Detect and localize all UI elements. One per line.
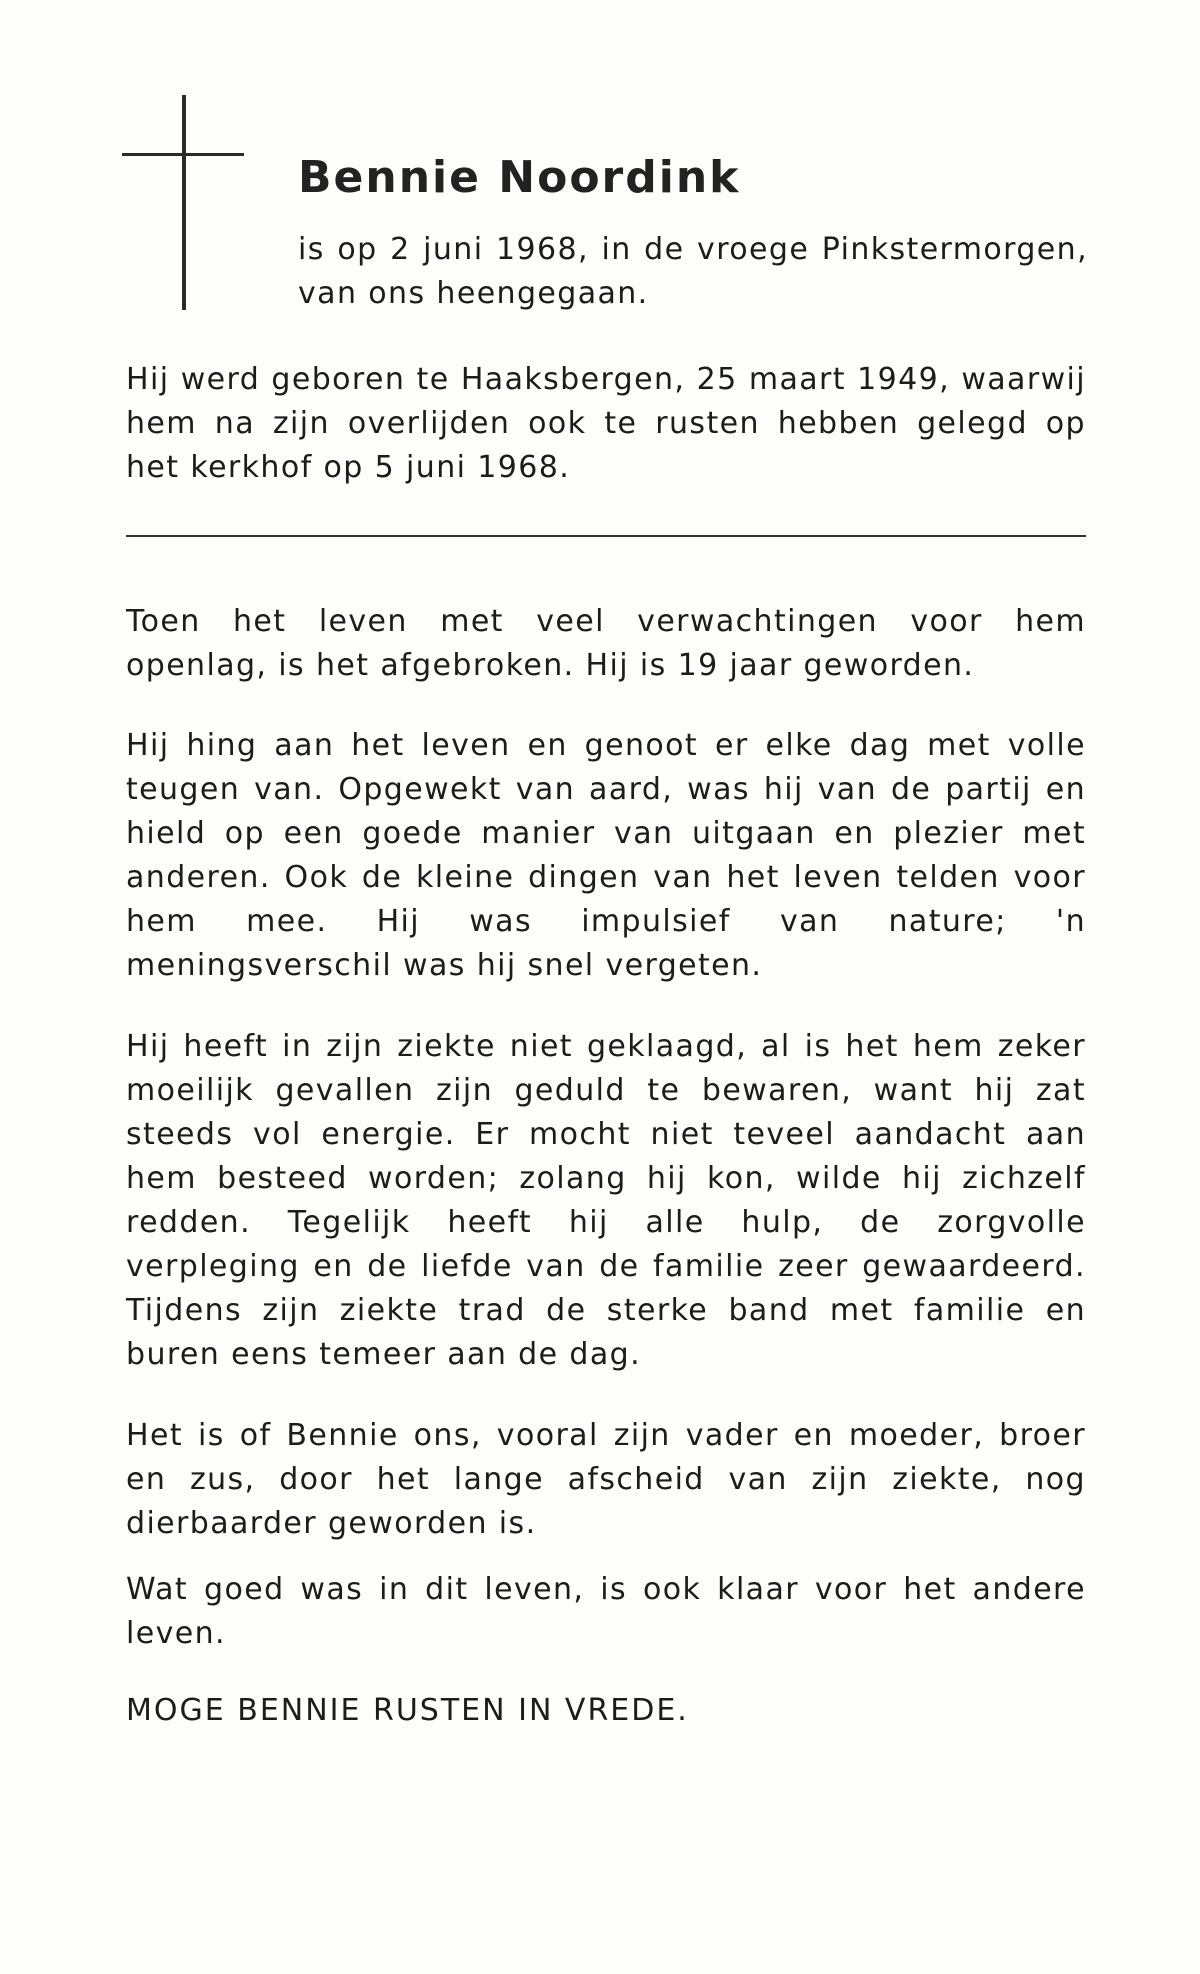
- cross-icon-vertical: [182, 95, 186, 310]
- birth-burial-text: Hij werd geboren te Haaksbergen, 25 maart 1949, waarwij hem na zijn overlijden ook te rusten hebben gelegd op het kerkhof op 5 juni 1968.: [126, 362, 1086, 485]
- paragraph-2: Hij hing aan het leven en genoot er elke dag met volle teugen van. Opgewekt van aard, was hij van de partij en hield op een goede manier van uitgaan en plezier met anderen. Ook de kleine dingen van het leven telden voor hem mee. Hij was impulsief van nature; 'n meningsverschil was hij snel vergeten.: [126, 728, 1086, 983]
- divider-line: [126, 535, 1086, 537]
- closing-prayer: MOGE BENNIE RUSTEN IN VREDE.: [126, 1693, 689, 1728]
- deceased-name: Bennie Noordink: [298, 152, 741, 203]
- paragraph-3: Hij heeft in zijn ziekte niet geklaagd, al is het hem zeker moeilijk gevallen zijn geduld te bewaren, want hij zat steeds vol energie. Er mocht niet teveel aandacht aan hem besteed worden; zolang hij kon, wilde hij zichzelf redden. Tegelijk heeft hij alle hulp, de zorgvolle verpleging en de liefde van de familie zeer gewaardeerd. Tijdens zijn ziekte trad de sterke band met familie en buren eens temeer aan de dag.: [126, 1029, 1086, 1372]
- paragraph-4: Het is of Bennie ons, vooral zijn vader en moeder, broer en zus, door het lange afscheid van zijn ziekte, nog dierbaarder geworden is.: [126, 1418, 1086, 1541]
- cross-icon-horizontal: [122, 153, 244, 156]
- death-announcement: is op 2 juni 1968, in de vroege Pinkstermorgen, van ons heengegaan.: [298, 232, 1088, 311]
- paragraph-1: Toen het leven met veel verwachtingen voor hem openlag, is het afgebroken. Hij is 19 jaar geworden.: [126, 604, 1086, 683]
- paragraph-5: Wat goed was in dit leven, is ook klaar voor het andere leven.: [126, 1572, 1086, 1651]
